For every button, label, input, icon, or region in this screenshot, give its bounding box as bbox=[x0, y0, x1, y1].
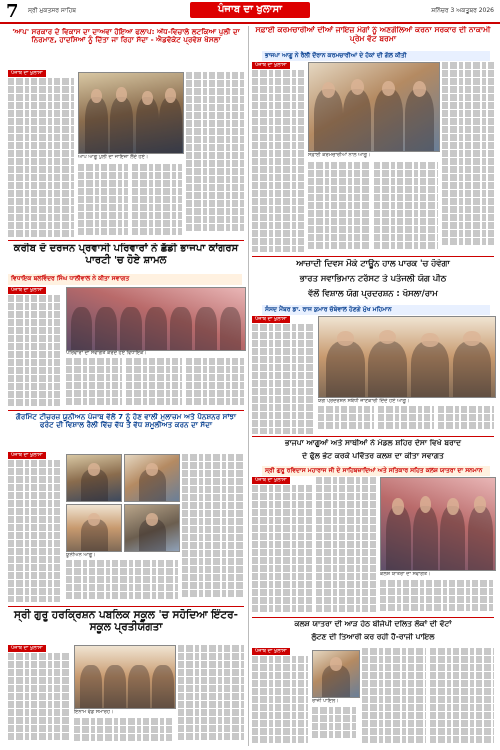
caption-a1: ਆਪ ਆਗੂ ਪੁਲੀ ਦਾ ਜਾਇਜ਼ਾ ਲੈਂਦੇ ਹੋਏ। bbox=[78, 154, 149, 160]
headline-a5: ਗੌਰਮਿੰਟ ਟੀਚਰਜ਼ ਯੂਨੀਅਨ ਪੰਜਾਬ ਵੱਲੋਂ 7 ਨੂੰ ਹੋਣ ਵਾਲੀ ਮੁਲਾਜ਼ਮ ਅਤੇ ਪੈਨਸ਼ਨਰ ਸਾਂਝਾ ਫਰੰਟ ਦੀ ਵਿਸ਼ਾਲ ਰੈਲੀ ਵਿੱਚ ਵੱਧ ਤੋਂ ਵੱਧ ਸ਼ਮੂਲੀਅਤ ਕਰਨ ਦਾ ਸੱਦਾ bbox=[15, 413, 237, 430]
headline-a6: ਭਾਜਪਾ ਆਗੂਆਂ ਅਤੇ ਸਾਥੀਆਂ ਨੇ ਮੰਡਲ ਸ਼ਹਿਰ ਦੇਸਾ ਵਿਖੇ ਬਰਾਦ bbox=[284, 439, 462, 447]
page-header bbox=[0, 0, 500, 24]
photo-a5-3 bbox=[66, 504, 122, 552]
dateline-a6: ਪੰਜਾਬ ਦਾ ਖੁਲਾਸਾ bbox=[252, 477, 290, 484]
photo-a5-1 bbox=[66, 454, 122, 502]
dateline-a2: ਪੰਜਾਬ ਦਾ ਖੁਲਾਸਾ bbox=[252, 62, 290, 69]
photo-a5-4 bbox=[124, 504, 180, 552]
caption-a4: ਯੋਗ ਪ੍ਰਦਰਸ਼ਨ ਸਬੰਧੀ ਜਾਣਕਾਰੀ ਦਿੰਦੇ ਹੋਏ ਆਗੂ। bbox=[318, 398, 410, 404]
article-a1-body bbox=[8, 70, 74, 238]
photo-a3 bbox=[66, 287, 246, 351]
headline-a4-line3: ਵੱਲੋਂ ਵਿਸ਼ਾਲ ਯੋਗ ਪ੍ਰਦਰਸ਼ਨ : ਖੋਸਲਾ/ਰਾਮ bbox=[308, 289, 438, 298]
subhead-a2: ਭਾਜਪਾ ਆਗੂ ਨੇ ਰੈਲੀ ਦੌਰਾਨ ਕਰਮਚਾਰੀਆਂ ਦੇ ਹੱਕਾਂ ਦੀ ਗੱਲ ਕੀਤੀ bbox=[262, 51, 490, 61]
caption-a3: ਪਰਿਵਾਰਾਂ ਦਾ ਸਵਾਗਤ ਕਰਦੇ ਹੋਏ ਵਿਧਾਇਕ। bbox=[66, 350, 147, 356]
dateline-a4: ਪੰਜਾਬ ਦਾ ਖੁਲਾਸਾ bbox=[252, 316, 290, 323]
headline-a4-line2: ਭਾਰਤ ਸਵਾਭਿਮਾਨ ਟਰੱਸਟ ਤੇ ਪਤੰਜਲੀ ਯੋਗ ਪੀਠ bbox=[299, 274, 447, 283]
caption-a5: ਯੂਨੀਅਨ ਆਗੂ। bbox=[66, 552, 96, 558]
photo-a8 bbox=[312, 650, 360, 698]
caption-a6: ਕਲਸ਼ ਯਾਤਰਾ ਦਾ ਸਵਾਗਤ। bbox=[380, 571, 431, 577]
headline-a1: 'ਆਪ' ਸਰਕਾਰ ਦੇ ਵਿਕਾਸ ਦਾ ਦਾਅਵਾ ਹੋਇਆ ਫਲਾਪ: ਅੱਧ-ਵਿਚਾਲੇ ਲਟਕਿਆ ਪੁਲੀ ਦਾ ਨਿਰਮਾਣ, ਹਾਦਸਿਆਂ ਨੂੰ ਦਿੱਤਾ ਜਾ ਰਿਹਾ ਸੱਦਾ - ਐਡਵੋਕੇਟ ਪ੍ਰਵੇਸ਼ ਖੋਸਲਾ bbox=[12, 28, 240, 45]
page-number: 7 bbox=[6, 1, 19, 22]
caption-a2: ਸਫ਼ਾਈ ਕਰਮਚਾਰੀਆਂ ਨਾਲ ਆਗੂ। bbox=[308, 152, 371, 158]
photo-a2 bbox=[308, 62, 440, 152]
caption-a8: ਰਾਜੀ ਪਾਇਲ। bbox=[312, 698, 339, 704]
dateline-a7: ਪੰਜਾਬ ਦਾ ਖੁਲਾਸਾ bbox=[8, 645, 46, 652]
photo-a5-2 bbox=[124, 454, 180, 502]
publication-name: ਸ੍ਰੀ ਮੁਕਤਸਰ ਸਾਹਿਬ bbox=[28, 7, 77, 14]
photo-a1 bbox=[78, 72, 184, 154]
subhead-a3: ਵਿਧਾਇਕ ਬਲਵਿੰਦਰ ਸਿੰਘ ਧਾਲੀਵਾਲ ਨੇ ਕੀਤਾ ਸਵਾਗਤ bbox=[8, 274, 242, 285]
subhead-a6: ਸ੍ਰੀ ਗੁਰੂ ਰਵਿਦਾਸ ਮਹਾਰਾਜ ਜੀ ਦੇ ਸਾਹਿਬਜ਼ਾਦਿਆਂ ਅਤੇ ਸਤਿਕਾਰ ਸਹਿਤ ਕਲਸ਼ ਯਾਤਰਾ ਦਾ ਸਨਮਾਨ bbox=[262, 466, 490, 476]
photo-a7 bbox=[74, 645, 176, 709]
dateline-a8: ਪੰਜਾਬ ਦਾ ਖੁਲਾਸਾ bbox=[252, 648, 290, 655]
headline-a3: ਕਰੀਬ ਦੋ ਦਰਜਨ ਪ੍ਰਵਾਸੀ ਪਰਿਵਾਰਾਂ ਨੇ ਛੱਡੀ ਭਾਜਪਾ ਕਾਂਗਰਸ ਪਾਰਟੀ 'ਚ ਹੋਏ ਸ਼ਾਮਲ bbox=[13, 243, 239, 266]
dateline-a3: ਪੰਜਾਬ ਦਾ ਖੁਲਾਸਾ bbox=[8, 287, 46, 294]
photo-a4 bbox=[318, 316, 496, 398]
issue-date: ਸ਼ਨਿੱਚਰ 3 ਅਕਤੂਬਰ 2026 bbox=[431, 7, 494, 14]
masthead: ਪੰਜਾਬ ਦਾ ਖੁਲਾਸਾ bbox=[190, 2, 310, 18]
headline-a8: ਕਲਸ਼ ਯਾਤਰਾ ਦੀ ਆੜ ਹੇਠ ਬੀਜੇਪੀ ਦਲਿਤ ਲੋਕਾਂ ਦੀ ਵੋਟਾਂ bbox=[294, 620, 452, 628]
headline-a7: ਸ੍ਰੀ ਗੁਰੂ ਹਰਕ੍ਰਿਸ਼ਨ ਪਬਲਿਕ ਸਕੂਲ 'ਚ ਸਹੋਦਿਆ ਇੰਟਰ-ਸਕੂਲ ਪ੍ਰਤੀਯੋਗਤਾ bbox=[13, 609, 239, 634]
dateline-a5: ਪੰਜਾਬ ਦਾ ਖੁਲਾਸਾ bbox=[8, 452, 46, 459]
dateline-a1: ਪੰਜਾਬ ਦਾ ਖੁਲਾਸਾ bbox=[8, 70, 46, 77]
headline-a2: ਸਫ਼ਾਈ ਕਰਮਚਾਰੀਆਂ ਦੀਆਂ ਜਾਇਜ਼ ਮੰਗਾਂ ਨੂੰ ਅਣਗੌਲਿਆਂ ਕਰਨਾ ਸਰਕਾਰ ਦੀ ਨਾਕਾਮੀ ਪ੍ਰੇਮ ਵੱਟ ਬਰਮਾ bbox=[255, 26, 491, 43]
headline-a6-line2: ਦੇ ਫੁੱਲ ਭੇਟ ਕਰਕੇ ਪਵਿੱਤਰ ਕਲਸ਼ ਦਾ ਕੀਤਾ ਸਵਾਗਤ bbox=[302, 452, 444, 460]
subhead-a4: ਸੰਸਦ ਮੈਂਬਰ ਡਾ. ਰਾਜ ਕੁਮਾਰ ਚੱਬੇਵਾਲ ਹੋਣਗੇ ਮੁੱਖ ਮਹਿਮਾਨ bbox=[262, 305, 490, 315]
caption-a7: ਇਨਾਮ ਵੰਡ ਸਮਾਰੋਹ। bbox=[74, 709, 114, 715]
photo-a6 bbox=[380, 477, 496, 571]
headline-a8-line2: ਲੁੱਟਣ ਦੀ ਤਿਆਰੀ ਕਰ ਰਹੀ ਹੈ-ਰਾਜੀ ਪਾਇਲ bbox=[311, 633, 435, 641]
headline-a4: ਆਜ਼ਾਦੀ ਦਿਵਸ ਮੌਕੇ ਟਾਊਨ ਹਾਲ ਪਾਰਕ 'ਚ ਹੋਵੇਗਾ bbox=[296, 259, 450, 268]
